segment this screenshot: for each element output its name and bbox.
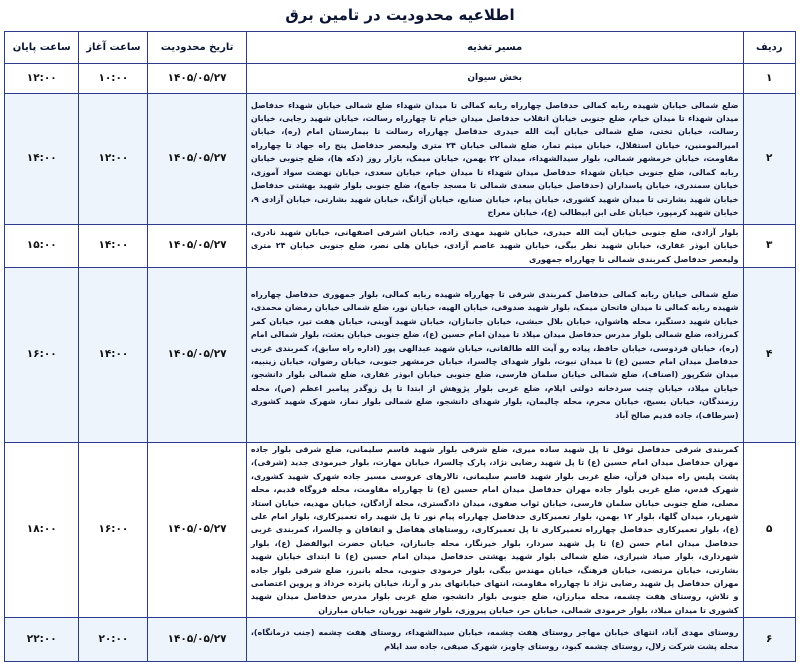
table-row bbox=[5, 618, 796, 662]
table-row bbox=[5, 94, 796, 225]
row-start-time: ۱۴:۰۰ bbox=[79, 268, 148, 443]
header-start: ساعت آغاز bbox=[79, 32, 148, 64]
row-route: ضلع شمالی خیابان شهیده ربابه کمالی حدفاصل چهارراه ربابه کمالی تا میدان شهداء ضلع شمالی خیابان شهداء حدفاصل میدان شهداء تا میدان خیام، ضلع جنوبی خیابان انقلاب حدفاصل میدان خیام تا چهارراه رسالت، خیابان شهید رجایی، خیابان رسالت، خیابان تختی، ضلع شمالی خیابان آیت الله حیدری حدفاصل چهارراه رسالت تا بیمارستان امام (ره)، خیابان امیرالمومنین، خیابان استقلال، خیابان میثم تمار، ضلع شمالی خیابان ۲۴ متری ولیعصر حدفاصل پنج راه جهاد تا چهارراه مقاومت، خیابان خرمشهر شمالی، بلوار سیدالشهداء، میدان ۲۲ بهمن، خیابان میمک، بازار روز (دکه ها)، ضلع جنوبی خیابان ربابه کمالی، ضلع جنوبی خیابان شهداء حدفاصل میدان شهداء تا میدان خیام، خیابان سعدی، خیابان نهضت سواد آموزی، خیابان سمندری، خیابان پاسداران (حدفاصل خیابان سعدی شمالی تا مسجد جامع)، ضلع جنوبی بلوار شهید بهشتی حدفاصل خیابان شهید بشارتی تا میدان شهید کشوری، خیابان پیام، خیابان صنایع، خیابان آژانگ، خیابان شهید بشارتی، خیابان آزادی ۹، خیابان شهید کرمپور، خیابان علی ابن ابیطالب (ع)، خیابان معراج bbox=[246, 94, 743, 225]
row-route: ضلع شمالی خیابان ربابه کمالی حدفاصل کمربندی شرقی تا چهارراه شهیده ربابه کمالی، بلوار جمهوری حدفاصل چهارراه شهیده ربابه کمالی تا میدان فاتحان میمک، بلوار شهید صدوقی، خیابان الهیه، خیابان نور، ضلع شمالی خیابان رمضان محمدی، خیابان شهید دستگیر، محله هاشوان، خیابان بلال حبشی، خیابان جانبازان، خیابان شهید آوینی، خیابان هفت تیر، خیابان کمر کمرزاده، ضلع شمالی بلوار مدرس حدفاصل میدان میلاد تا میدان امام حسین (ع)، ضلع جنوبی خیابان بعثت، بلوار شمالی امام (ره)، خیابان فردوسی، خیابان حافظ، پیاده رو آیت الله طالقانی، خیابان شهید عبدالهی پور (اداره راه سابق)، کمربندی غربی حدفاصل میدان امام حسین (ع) تا میدان نبوت، بلوار شهدای چالسرا، خیابان خرمشهر جنوبی، خیابان رضوان، خیابان زینبیه، میدان شکرپور (اصناف)، ضلع شمالی خیابان سلمان فارسی، ضلع جنوبی خیابان ابوذر غفاری، ضلع شمالی بلوار دانشجو، خیابان میلاد، خیابان چنب سردخانه دولتی ایلام، ضلع غربی بلوار پژوهش از ابتدا تا پل زوگدر پیامبر اعظم (ص)، محله رزمندگان، خیابان بسیج، خیابان محرم، محله چالیمان، بلوار شهدای دانشجو، ضلع شمالی بلوار نماز، شهرک شهید کشوری (سرطاف)، جاده قدیم صالح آباد bbox=[246, 268, 743, 443]
row-start-time: ۱۰:۰۰ bbox=[79, 64, 148, 94]
page-title: اطلاعیه محدودیت در تامین برق bbox=[285, 6, 515, 24]
row-number: ۵ bbox=[743, 443, 796, 618]
row-route: کمربندی شرقی حدفاصل توقل تا پل شهید ساده میری، ضلع شرقی بلوار شهید قاسم سلیمانی، ضلع شرقی بلوار جاده مهران حدفاصل میدان امام حسین (ع) تا پل شهید رضایی نژاد، پارک چالسرا، خیابان مهارت، بلوار خیرمودی جدید (شرقی)، پشت پلیس راه میدان قرآن، ضلع غربی بلوار شهید قاسم سلیمانی، تالارهای عروسی مسیر جاده شهرک شهید کشوری، شهرک قدس، ضلع غربی بلوار جاده مهران حدفاصل میدان امام حسین (ع) تا چهارراه مقاومت، محله فروگاه قدیم، محله مصلی، ضلع جنوبی خیابان سلمان فارسی، خیابان ثواب صفوی، میدان دادگستری، محله آزادگان، خیابان مهدیه، خیابان استاد شهریار، میدان گلها، بلوار ۱۲ بهمن، بلوار تعمیرکاری حدفاصل چهارراه پیام نور تا پل شهید راه تعمیرکاری، بلوار امام علی (ع)، بلوار تعمیرکاری حدفاصل چهارراه تعمیرکاری تا پل تعمیرکاری، روستاهای هفاضل و اتفاقان و چالسرا، کمربندی غربی حدفاصل میدان امام حسن (ع) تا پل شهید سردار، بلوار خیرنگار، محله جانبازان، خیابان حضرت ابوالفضل (ع)، بلوار شهرداری، بلوار صیاد شیرازی، ضلع شمالی بلوار شهید بهشتی حدفاصل میدان امام حسین (ع) تا ابتدای خیابان شهید بشارتی، خیابان مرتضی، خیابان فرهنگ، خیابان مهندس بیگی، بلوار خرمودی جنوبی، محله بانیرز، ضلع شرقی بلوار جاده مهران حدفاصل پل شهید رضایی نژاد تا چهارراه مقاومت، انتهای خیابانهای بدر و آرنا، خیابان پانزده خرداد و پروین اعتصامی و تلاش، روستای هفت چشمه، محله مبارزان، ضلع جنوبی بلوار دانشجو، ضلع غربی بلوار مدرس حدفاصل میدان شهید کشوری تا میدان میلاد، بلوار خرمودی شمالی، خیابان حر، خیابان پیروزی، بلوار شهید نوریان، خیابان مبارزان bbox=[246, 443, 743, 618]
row-route: روستای مهدی آباد، انتهای خیابان مهاجر روستای هفت چشمه، خیابان سیدالشهداء، روستای هفت چشمه (جنب درمانگاه)، محله پشت شرکت زلال، روستای چشمه کبود، روستای چاویز، شهرک صیفی، جاده سد ایلام bbox=[246, 618, 743, 662]
table-row bbox=[5, 268, 796, 443]
row-number: ۳ bbox=[743, 225, 796, 268]
header-date: تاریخ محدودیت bbox=[148, 32, 246, 64]
row-end-time: ۱۴:۰۰ bbox=[5, 94, 79, 225]
row-route: بلوار آزادی، ضلع جنوبی خیابان آیت الله حیدری، خیابان شهید مهدی زاده، خیابان اشرفی اصفهانی، خیابان شهید نادری، خیابان ابوذر غفاری، خیابان شهید نظر بیگی، خیابان شهید عاصم آزادی، خیابان هلی نصر، ضلع جنوبی خیابان ۲۴ متری ولیعصر حدفاصل کمربندی شمالی تا چهارراه جمهوری bbox=[246, 225, 743, 268]
row-number: ۴ bbox=[743, 268, 796, 443]
row-number: ۲ bbox=[743, 94, 796, 225]
table-row bbox=[5, 225, 796, 268]
row-date: ۱۴۰۵/۰۵/۲۷ bbox=[148, 225, 246, 268]
header-route: مسیر تغذیه bbox=[246, 32, 743, 64]
row-route: بخش سیوان bbox=[246, 64, 743, 94]
table-row bbox=[5, 64, 796, 94]
row-date: ۱۴۰۵/۰۵/۲۷ bbox=[148, 443, 246, 618]
row-date: ۱۴۰۵/۰۵/۲۷ bbox=[148, 618, 246, 662]
row-end-time: ۱۸:۰۰ bbox=[5, 443, 79, 618]
row-date: ۱۴۰۵/۰۵/۲۷ bbox=[148, 94, 246, 225]
row-date: ۱۴۰۵/۰۵/۲۷ bbox=[148, 64, 246, 94]
row-date: ۱۴۰۵/۰۵/۲۷ bbox=[148, 268, 246, 443]
table-header-row bbox=[5, 32, 796, 64]
row-end-time: ۱۲:۰۰ bbox=[5, 64, 79, 94]
header-row-no: ردیف bbox=[743, 32, 796, 64]
row-number: ۶ bbox=[743, 618, 796, 662]
row-start-time: ۱۴:۰۰ bbox=[79, 225, 148, 268]
row-start-time: ۱۶:۰۰ bbox=[79, 443, 148, 618]
power-outage-table bbox=[4, 31, 796, 662]
row-end-time: ۱۶:۰۰ bbox=[5, 268, 79, 443]
row-start-time: ۱۲:۰۰ bbox=[79, 94, 148, 225]
row-number: ۱ bbox=[743, 64, 796, 94]
row-end-time: ۲۲:۰۰ bbox=[5, 618, 79, 662]
row-end-time: ۱۵:۰۰ bbox=[5, 225, 79, 268]
table-row bbox=[5, 443, 796, 618]
header-end: ساعت پایان bbox=[5, 32, 79, 64]
row-start-time: ۲۰:۰۰ bbox=[79, 618, 148, 662]
